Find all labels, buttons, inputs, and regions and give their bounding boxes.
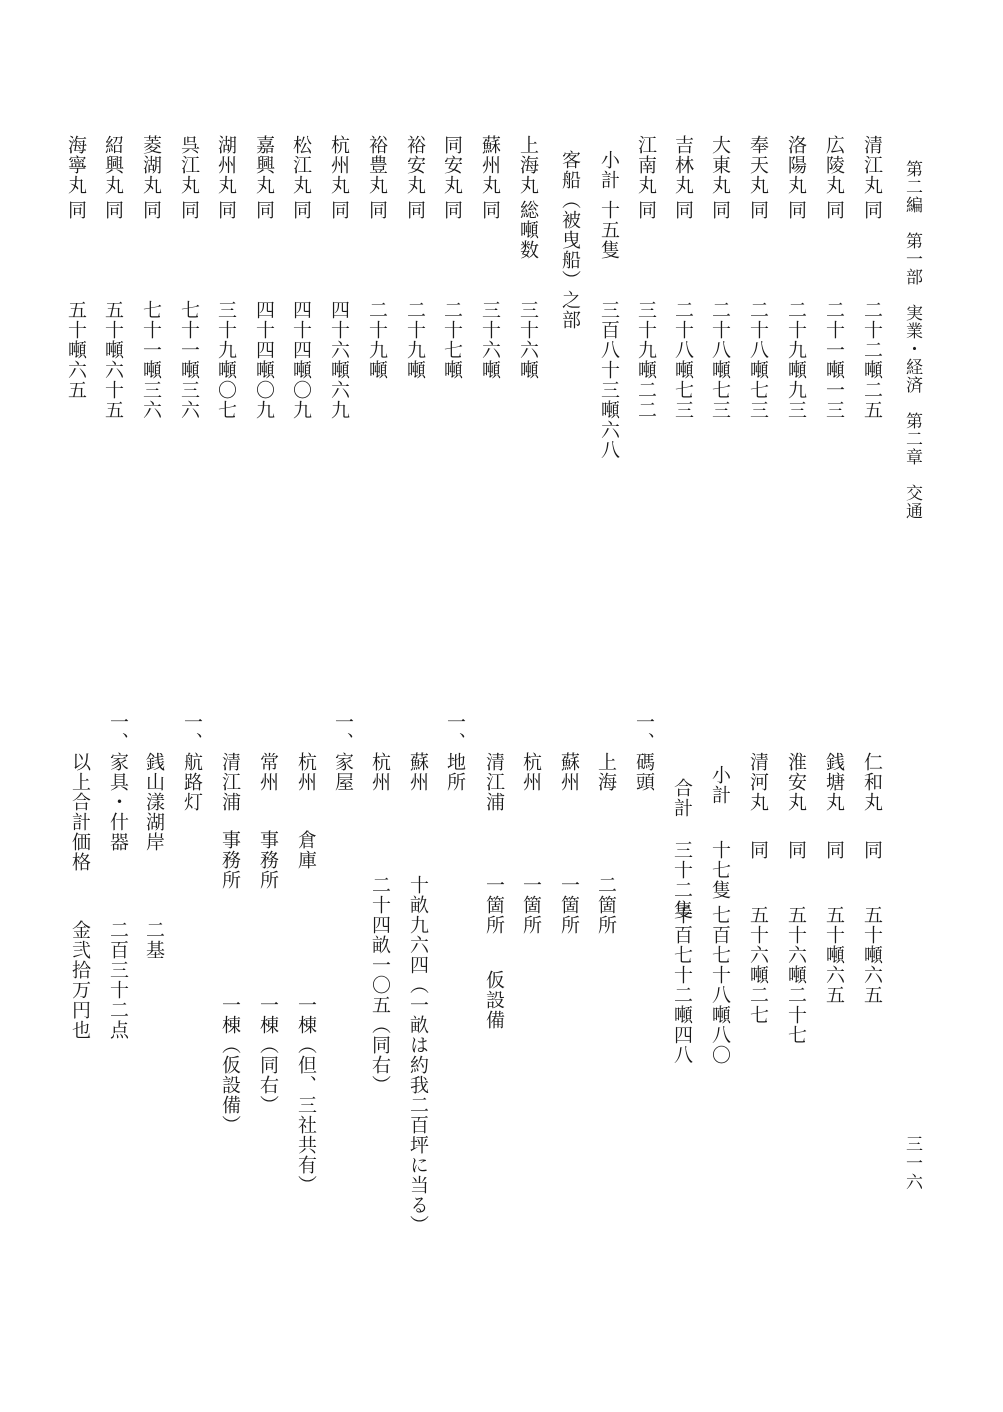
entry-value: 同: [290, 200, 312, 220]
page-number: 三一六: [902, 1135, 922, 1192]
asset-row-column: [706, 0, 734, 1412]
entry-detail: 二十八噸七三: [747, 300, 769, 420]
entry-value: 同: [747, 840, 769, 860]
entry-value: 倉庫: [295, 830, 317, 870]
entry-value: 一箇所: [520, 875, 542, 935]
asset-row-column: [820, 0, 848, 1412]
entry-name: 蘇州: [558, 752, 580, 792]
entry-name: 江南丸: [635, 135, 657, 195]
asset-row-column: [140, 0, 168, 1412]
entry-value: 事務所: [257, 830, 279, 890]
entry-value: 一箇所: [558, 875, 580, 935]
entry-name: 小計: [709, 765, 731, 805]
entry-detail: 一棟（仮設備）: [219, 995, 241, 1135]
asset-row-column: [366, 0, 394, 1412]
entry-value: 同: [366, 200, 388, 220]
entry-detail: 五十噸六五: [65, 300, 87, 400]
entry-name: 銭塘丸: [823, 752, 845, 812]
asset-row-column: [216, 0, 244, 1412]
entry-value: 十畝九六四（一畝は約我二百坪に当る）: [407, 875, 429, 1235]
running-head: 第二編 第一部 実業・経済 第二章 交通: [902, 160, 922, 520]
entry-value: 同: [215, 200, 237, 220]
entry-detail: 五十六噸二七: [747, 905, 769, 1025]
asset-row-column: [404, 0, 432, 1412]
entry-detail: 仮設備: [483, 970, 505, 1030]
entry-name: 裕豊丸: [366, 135, 388, 195]
entry-name: 清江浦: [219, 752, 241, 812]
entry-name: 杭州: [369, 752, 391, 792]
entry-value: 二十四畝一〇五（同右）: [369, 875, 391, 1095]
entry-name: 一、航路灯: [181, 712, 203, 812]
entry-name: 呉江丸: [178, 135, 200, 195]
entry-value: 十七隻: [709, 840, 731, 900]
entry-value: 二百三十二点: [107, 920, 129, 1040]
entry-name: 一、地所: [444, 712, 466, 792]
entry-detail: 二十七噸: [441, 300, 463, 380]
entry-value: 同: [441, 200, 463, 220]
entry-detail: 四十六噸六九: [328, 300, 350, 420]
entry-name: 上海丸: [517, 135, 539, 195]
asset-row-column: [744, 0, 772, 1412]
entry-name: 湖州丸: [215, 135, 237, 195]
entry-detail: 五十噸六五: [823, 905, 845, 1005]
entry-name: 紹興丸: [102, 135, 124, 195]
entry-detail: 二十八噸七三: [709, 300, 731, 420]
entry-name: 杭州: [295, 752, 317, 792]
entry-value: 同: [253, 200, 275, 220]
entry-detail: 七百七十八噸八〇: [709, 905, 731, 1065]
entry-value: 事務所: [219, 830, 241, 890]
entry-value: 二箇所: [595, 875, 617, 935]
asset-row-column: [104, 0, 132, 1412]
entry-name: 常州: [257, 752, 279, 792]
entry-value: 同: [709, 200, 731, 220]
asset-row-column: [66, 0, 94, 1412]
asset-row-column: [254, 0, 282, 1412]
entry-name: 裕安丸: [404, 135, 426, 195]
entry-value: 同: [65, 200, 87, 220]
entry-detail: 七十一噸三六: [140, 300, 162, 420]
entry-name: 上海: [595, 752, 617, 792]
entry-detail: 三十六噸: [479, 300, 501, 380]
entry-value: 二基: [143, 920, 165, 960]
entry-name: 杭州丸: [328, 135, 350, 195]
entry-name: 松江丸: [290, 135, 312, 195]
entry-name: 一、家屋: [332, 712, 354, 792]
entry-detail: 四十四噸〇九: [253, 300, 275, 420]
entry-name: 洛陽丸: [785, 135, 807, 195]
entry-value: 同: [747, 200, 769, 220]
entry-detail: 二十二噸二五: [861, 300, 883, 420]
entry-name: 海寧丸: [65, 135, 87, 195]
asset-row-column: [668, 0, 696, 1412]
entry-name: 奉天丸: [747, 135, 769, 195]
asset-row-column: [782, 0, 810, 1412]
entry-detail: 二十一噸一三: [823, 300, 845, 420]
asset-row-column: [555, 0, 583, 1412]
entry-detail: 一棟（但、三社共有）: [295, 995, 317, 1195]
entry-value: 同: [102, 200, 124, 220]
entry-name: 大東丸: [709, 135, 731, 195]
entry-value: 同: [785, 200, 807, 220]
entry-detail: 三百八十三噸六八: [598, 300, 620, 460]
entry-name: 蘇州丸: [479, 135, 501, 195]
asset-row-column: [292, 0, 320, 1412]
entry-name: 清江丸: [861, 135, 883, 195]
entry-name: 客船（被曳船）之部: [559, 150, 581, 330]
entry-value: 同: [404, 200, 426, 220]
entry-detail: 三十九噸二二: [635, 300, 657, 420]
entry-name: 仁和丸: [861, 752, 883, 812]
entry-value: 同: [861, 200, 883, 220]
entry-value: 同: [823, 200, 845, 220]
entry-name: 淮安丸: [785, 752, 807, 812]
entry-detail: 三十九噸〇七: [215, 300, 237, 420]
entry-name: 以上合計価格: [69, 752, 91, 872]
entry-name: 杭州: [520, 752, 542, 792]
entry-detail: 四十四噸〇九: [290, 300, 312, 420]
entry-name: 同安丸: [441, 135, 463, 195]
entry-value: 同: [785, 840, 807, 860]
entry-detail: 二十八噸七三: [672, 300, 694, 420]
entry-value: 総噸数: [517, 200, 539, 260]
entry-name: 蘇州: [407, 752, 429, 792]
entry-value: 同: [635, 200, 657, 220]
entry-name: 小計: [598, 150, 620, 190]
entry-name: 清河丸: [747, 752, 769, 812]
entry-detail: 二十九噸九三: [785, 300, 807, 420]
entry-name: 銭山漾湖岸: [143, 752, 165, 852]
entry-value: 同: [861, 840, 883, 860]
entry-name: 菱湖丸: [140, 135, 162, 195]
entry-value: 同: [178, 200, 200, 220]
entry-value: 同: [823, 840, 845, 860]
asset-row-column: [480, 0, 508, 1412]
entry-value: 金弐拾万円也: [69, 920, 91, 1040]
asset-row-column: [517, 0, 545, 1412]
entry-name: 一、碼頭: [633, 712, 655, 792]
asset-row-column: [592, 0, 620, 1412]
entry-value: 十五隻: [598, 200, 620, 260]
entry-detail: 三十六噸: [517, 300, 539, 380]
entry-detail: 二十九噸: [366, 300, 388, 380]
asset-row-column: [858, 0, 886, 1412]
asset-row-column: [630, 0, 658, 1412]
entry-detail: 一棟（同右）: [257, 995, 279, 1115]
entry-value: 同: [672, 200, 694, 220]
entry-value: 同: [479, 200, 501, 220]
entry-detail: 五十六噸二十七: [785, 905, 807, 1045]
entry-name: 嘉興丸: [253, 135, 275, 195]
entry-name: 吉林丸: [672, 135, 694, 195]
entry-value: 同: [328, 200, 350, 220]
entry-detail: 五十噸六五: [861, 905, 883, 1005]
entry-name: 合計: [671, 778, 693, 818]
entry-name: 清江浦: [483, 752, 505, 812]
asset-row-column: [178, 0, 206, 1412]
entry-detail: 二十九噸: [404, 300, 426, 380]
entry-detail: 五十噸六十五: [102, 300, 124, 420]
entry-value: 同: [140, 200, 162, 220]
entry-value: 三十二隻: [671, 840, 693, 920]
entry-detail: 千百七十二噸四八: [671, 905, 693, 1065]
entry-name: 一、家具・什器: [107, 712, 129, 852]
entry-detail: 七十一噸三六: [178, 300, 200, 420]
entry-name: 広陵丸: [823, 135, 845, 195]
entry-value: 一箇所: [483, 875, 505, 935]
asset-row-column: [441, 0, 469, 1412]
asset-row-column: [329, 0, 357, 1412]
